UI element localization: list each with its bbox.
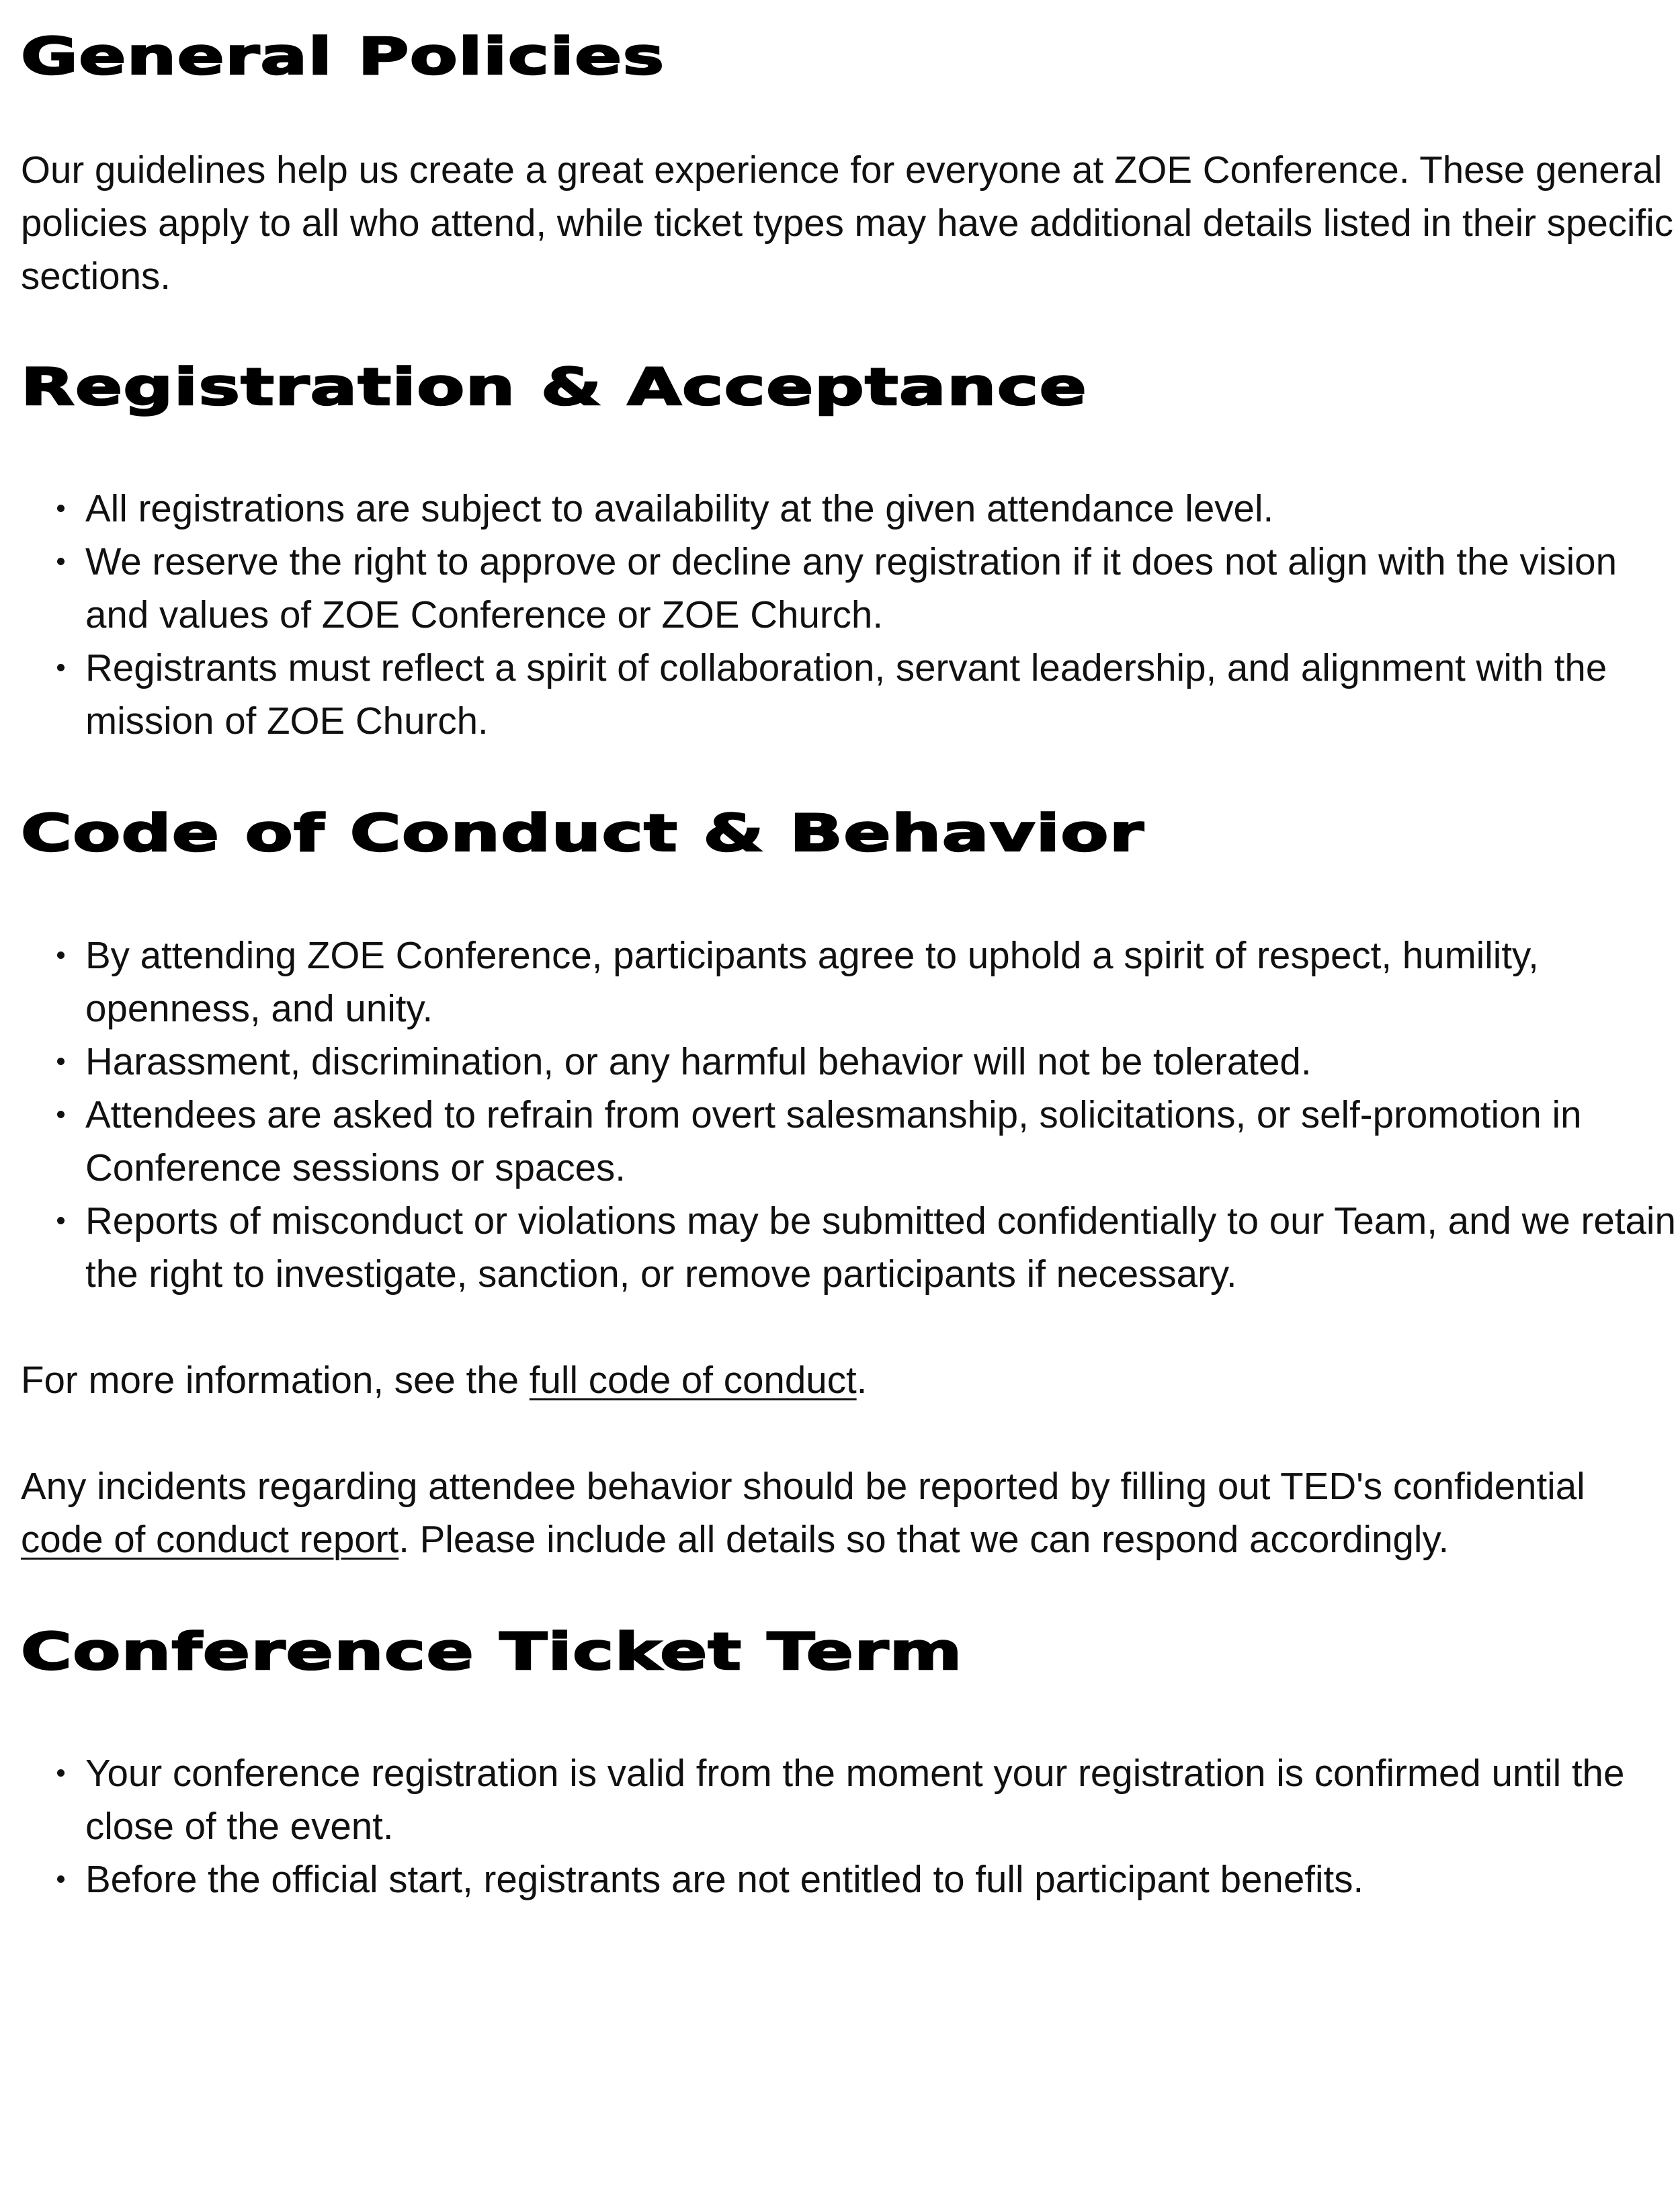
general-policies-intro: Our guidelines help us create a great experience for everyone at ZOE Conference. These general policies apply to all who attend, while ticket types may have additional details listed in their specific sections.: [21, 149, 1674, 298]
list-item: Registrants must reflect a spirit of collaboration, servant leadership, and alignment with the mission of ZOE Church.: [85, 641, 1680, 747]
general-policies-heading: General Policies: [21, 26, 665, 86]
list-item: By attending ZOE Conference, participants agree to uphold a spirit of respect, humility, openness, and unity.: [85, 929, 1680, 1035]
incidents-text: Any incidents regarding attendee behavior should be reported by filling out TED's confidential: [21, 1464, 1585, 1507]
conference-ticket-term-heading: Conference Ticket Term: [21, 1621, 963, 1681]
list-item: Reports of misconduct or violations may be submitted confidentially to our Team, and we retain the right to investigate, sanction, or remove participants if necessary.: [85, 1194, 1680, 1300]
policies-page: [0, 26, 1680, 2200]
more-info-text: For more information, see the: [21, 1358, 530, 1401]
list-item: All registrations are subject to availability at the given attendance level.: [85, 482, 1680, 535]
ticket-term-list: [21, 1746, 1680, 1906]
more-info-suffix: .: [856, 1358, 868, 1401]
code-of-conduct-heading: Code of Conduct & Behavior: [21, 803, 1145, 863]
registration-acceptance-heading: Registration & Acceptance: [21, 357, 1088, 417]
list-item: We reserve the right to approve or decline any registration if it does not align with the vision and values of ZOE Conference or ZOE Church.: [85, 535, 1680, 641]
list-item: Your conference registration is valid from the moment your registration is confirmed until the close of the event.: [85, 1746, 1680, 1853]
list-item: Before the official start, registrants are not entitled to full participant benefits.: [85, 1853, 1680, 1906]
conduct-list: [21, 929, 1680, 1300]
list-item: Attendees are asked to refrain from overt salesmanship, solicitations, or self-promotion in Conference sessions or spaces.: [85, 1088, 1680, 1194]
incidents-paragraph: [21, 1459, 1674, 1566]
code-of-conduct-report-link[interactable]: code of conduct report: [21, 1517, 399, 1560]
registration-list: [21, 482, 1680, 747]
incidents-suffix: . Please include all details so that we can respond accordingly.: [398, 1517, 1450, 1560]
more-info-paragraph: [21, 1353, 1674, 1406]
full-code-of-conduct-link[interactable]: full code of conduct: [529, 1358, 857, 1401]
list-item: Harassment, discrimination, or any harmful behavior will not be tolerated.: [85, 1035, 1680, 1088]
